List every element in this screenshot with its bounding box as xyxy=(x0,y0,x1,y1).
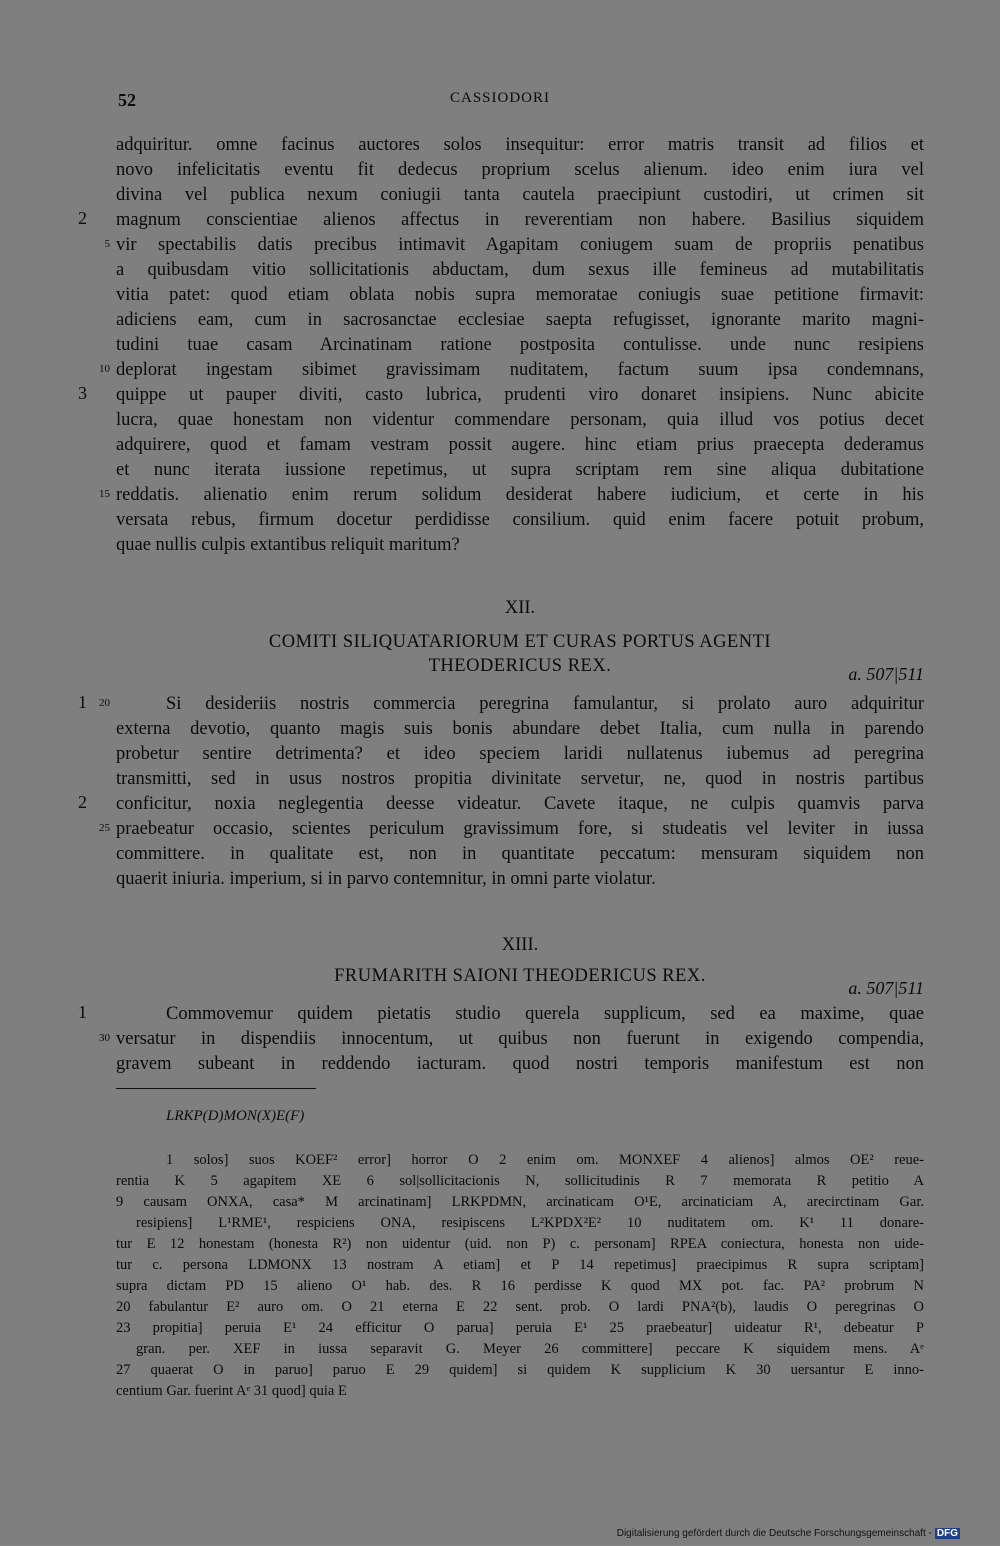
text-line: probetur sentire detrimenta? et ideo speciem laridi nullatenus iubemus ad peregrina xyxy=(116,744,924,764)
text-line: a quibusdam vitio sollicitationis abductam, dum sexus ille femineus ad mutabilitatis xyxy=(116,260,924,280)
text-line: vir spectabilis datis precibus intimavit Agapitam coniugem suam de propriis penatibus xyxy=(116,235,924,255)
text-line: versatur in dispendiis innocentum, ut quibus non fuerunt in exigendo compendia, xyxy=(116,1029,924,1049)
text-line: quippe ut pauper diviti, casto lubrica, prudenti viro donaret insipiens. Nunc abicite xyxy=(116,385,924,405)
text-line: praebeatur occasio, scientes periculum gravissimum fore, si studeatis vel leviter in iussa xyxy=(116,819,924,839)
apparatus-line: rentia K 5 agapitem XE 6 sol|sollicitacionis N, sollicitudinis R 7 memorata R petitio A xyxy=(116,1173,924,1189)
text-line: Si desideriis nostris commercia peregrina famulantur, si prolato auro adquiritur xyxy=(166,694,924,714)
text-line: conficitur, noxia neglegentia deesse videatur. Cavete itaque, ne culpis quamvis parva xyxy=(116,794,924,814)
apparatus-line: resipiens] L¹RME¹, respiciens ONA, resipiscens L²KPDX²E² 10 nuditatem om. K¹ 11 donare- xyxy=(136,1215,924,1231)
apparatus-line: 1 solos] suos KOEF² error] horror O 2 enim om. MONXEF 4 alienos] almos OE² reue- xyxy=(166,1152,924,1168)
apparatus-line: 23 propitia] peruia E¹ 24 efficitur O parua] peruia E¹ 25 praebeatur] uideatur R¹, debeatur P xyxy=(116,1320,924,1336)
text-line: adiciens eam, cum in sacrosanctae ecclesiae saepta refugisset, ignorante marito magni- xyxy=(116,310,924,330)
paragraph-number: 2 xyxy=(78,208,87,228)
apparatus-line: 27 quaerat O in paruo] paruo E 29 quidem] si quidem K supplicium K 30 uersantur E inno- xyxy=(116,1362,924,1378)
section-date: a. 507|511 xyxy=(848,664,924,684)
text-line: gravem subeant in reddendo iacturam. quod nostri temporis manifestum est non xyxy=(116,1054,924,1074)
section-title: COMITI SILIQUATARIORUM ET CURAS PORTUS AGENTI xyxy=(268,632,772,652)
section-title: THEODERICUS REX. xyxy=(428,656,612,676)
line-number: 15 xyxy=(99,488,110,500)
dfg-logo: DFG xyxy=(936,1528,958,1539)
apparatus-line: gran. per. XEF in iussa separavit G. Meyer 26 committere] peccare K siquidem mens. Aᵉ xyxy=(136,1341,924,1357)
text-line: quae nullis culpis extantibus reliquit maritum? xyxy=(116,535,460,555)
apparatus-line: 20 fabulantur E² auro om. O 21 eterna E 22 sent. prob. O lardi PNA²(b), laudis O peregrinas O xyxy=(116,1299,924,1315)
text-line: adquiritur. omne facinus auctores solos insequitur: error matris transit ad filios et xyxy=(116,135,924,155)
text-line: committere. in qualitate est, non in quantitate peccatum: mensuram siquidem non xyxy=(116,844,924,864)
text-line: versata rebus, firmum docetur perdidisse consilium. quid enim facere potuit probum, xyxy=(116,510,924,530)
paragraph-number: 1 xyxy=(78,1002,87,1022)
text-line: Commovemur quidem pietatis studio querela supplicum, sed ea maxime, quae xyxy=(166,1004,924,1024)
apparatus-line: tur E 12 honestam (honesta R²) non uidentur (uid. non P) c. personam] RPEA coniectura, honesta non uide- xyxy=(116,1236,924,1252)
apparatus-line: centium Gar. fuerint Aᵉ 31 quod] quia E xyxy=(116,1383,347,1399)
running-head: CASSIODORI xyxy=(449,90,550,106)
text-line: adquirere, quod et famam vestram possit augere. hinc etiam prius praecepta dederamus xyxy=(116,435,924,455)
text-line: deplorat ingestam sibimet gravissimam nuditatem, factum suum ipsa condemnans, xyxy=(116,360,924,380)
text-line: externa devotio, quanto magis suis bonis abundare debet Italia, cum nulla in parendo xyxy=(116,719,924,739)
paragraph-number: 1 xyxy=(78,692,87,712)
apparatus-line: supra dictam PD 15 alieno O¹ hab. des. R 16 perdisse K quod MX pot. fac. PA² probrum N xyxy=(116,1278,924,1294)
text-line: et nunc iterata iussione repetimus, ut supra scriptam rem sine aliqua dubitatione xyxy=(116,460,924,480)
text-line: magnum conscientiae alienos affectus in reverentiam non habere. Basilius siquidem xyxy=(116,210,924,230)
footnote-rule xyxy=(116,1088,316,1089)
text-line: vitia patet: quod etiam oblata nobis supra memoratae coniugis suae petitione firmavit: xyxy=(116,285,924,305)
section-date: a. 507|511 xyxy=(848,978,924,998)
text-line: reddatis. alienatio enim rerum solidum desiderat habere iudicium, et certe in his xyxy=(116,485,924,505)
apparatus-line: tur c. persona LDMONX 13 nostram A etiam] et P 14 repetimus] praecipimus R supra scriptam] xyxy=(116,1257,924,1273)
paragraph-number: 2 xyxy=(78,792,87,812)
text-line: tudini tuae casam Arcinatinam ratione postposita contulisse. unde nunc resipiens xyxy=(116,335,924,355)
section-title: FRUMARITH SAIONI THEODERICUS REX. xyxy=(334,966,706,986)
line-number: 25 xyxy=(99,822,110,834)
section-number: XIII. xyxy=(501,935,539,955)
manuscript-sigla: LRKP(D)MON(X)E(F) xyxy=(166,1108,305,1124)
funding-footer xyxy=(617,1528,960,1539)
page-number: 52 xyxy=(118,90,136,110)
line-number: 10 xyxy=(99,363,110,375)
line-number: 20 xyxy=(99,697,110,709)
text-line: quaerit iniuria. imperium, si in parvo contemnitur, in omni parte violatur. xyxy=(116,869,656,889)
apparatus-line: 9 causam ONXA, casa* M arcinatinam] LRKPDMN, arcinaticam O¹E, arcinaticiam A, arecirctinam Gar. xyxy=(116,1194,924,1210)
text-line: lucra, quae honestam non videntur commendare personam, quia illud vos potius decet xyxy=(116,410,924,430)
text-line: divina vel publica nexum coniugii tanta cautela praecipiunt custodiri, ut crimen sit xyxy=(116,185,924,205)
line-number: 30 xyxy=(99,1032,110,1044)
text-line: novo infelicitatis eventu fit dedecus proprium scelus alienum. ideo enim iura vel xyxy=(116,160,924,180)
funding-text: Digitalisierung gefördert durch die Deutsche Forschungsgemeinschaft - xyxy=(616,1528,932,1539)
text-line: transmitti, sed in usus nostros propitia divinitate servetur, ne, quod in nostris partibus xyxy=(116,769,924,789)
line-number: 5 xyxy=(104,238,110,250)
section-number: XII. xyxy=(504,598,536,618)
paragraph-number: 3 xyxy=(78,383,87,403)
